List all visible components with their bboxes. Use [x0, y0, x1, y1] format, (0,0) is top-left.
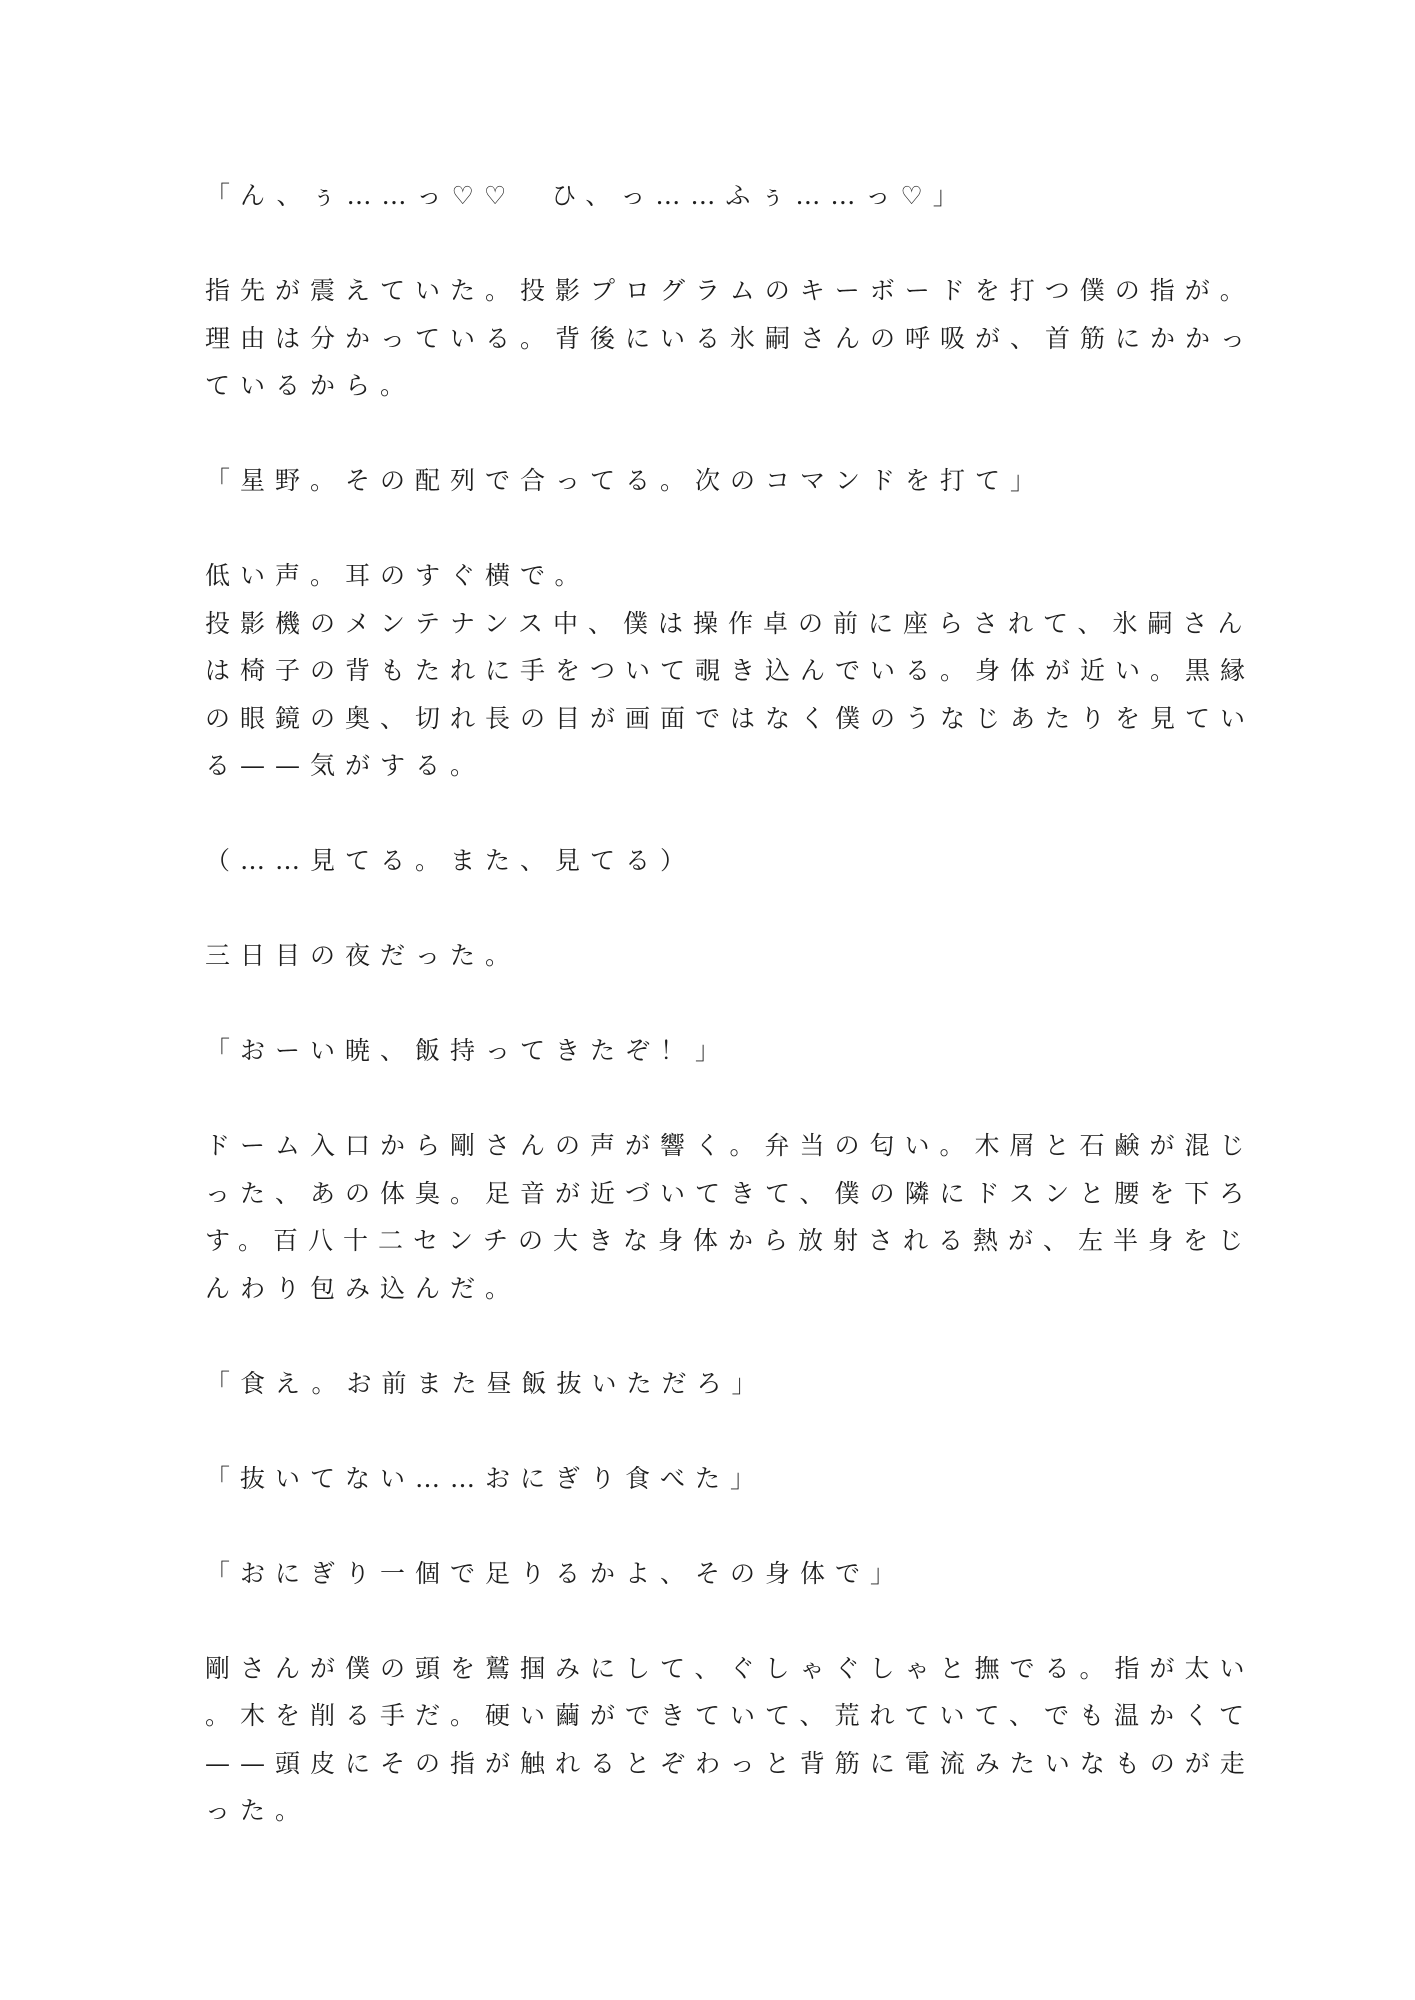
blank-line [205, 410, 1215, 458]
blank-line [205, 1407, 1215, 1455]
paragraph-line: 。木を削る手だ。硬い繭ができていて、荒れていて、でも温かくて [205, 1701, 1255, 1730]
blank-line [205, 1597, 1215, 1645]
paragraph-line: る——気がする。 [205, 751, 486, 780]
blank-line [205, 220, 1215, 268]
paragraph-line: 理由は分かっている。背後にいる氷嗣さんの呼吸が、首筋にかかっ [205, 323, 1256, 353]
paragraph-line: った、あの体臭。足音が近づいてきて、僕の隣にドスンと腰を下ろ [205, 1178, 1255, 1208]
paragraph-line: 低い声。耳のすぐ横で。 [205, 561, 590, 590]
paragraph-line: ているから。 [205, 371, 416, 400]
paragraph-line: 指先が震えていた。投影プログラムのキーボードを打つ僕の指が。 [205, 276, 1255, 305]
blank-line [205, 790, 1215, 838]
dialogue-line: 「おーい暁、飯持ってきたぞ！」 [205, 1036, 731, 1065]
dialogue-line: 「ん、ぅ……っ♡♡ ひ、っ……ふぅ……っ♡」 [205, 181, 968, 210]
paragraph-line: 剛さんが僕の頭を鷲掴みにして、ぐしゃぐしゃと撫でる。指が太い [205, 1653, 1255, 1683]
blank-line [205, 1502, 1215, 1550]
dialogue-line: 「星野。その配列で合ってる。次のコマンドを打て」 [205, 466, 1046, 495]
blank-line [205, 980, 1215, 1028]
paragraph-line: 三日目の夜だった。 [205, 941, 521, 970]
paragraph-line: んわり包み込んだ。 [205, 1273, 521, 1303]
paragraph-line: は椅子の背もたれに手をついて覗き込んでいる。身体が近い。黒縁 [205, 656, 1256, 685]
dialogue-line: 「抜いてない……おにぎり食べた」 [205, 1463, 766, 1493]
paragraph-line: ドーム入口から剛さんの声が響く。弁当の匂い。木屑と石鹸が混じ [205, 1131, 1255, 1160]
paragraph-line: す。百八十二センチの大きな身体から放射される熱が、左半身をじ [205, 1226, 1254, 1255]
blank-line [205, 1312, 1215, 1360]
blank-line [205, 1075, 1215, 1123]
paragraph-line: 投影機のメンテナンス中、僕は操作卓の前に座らされて、氷嗣さん [205, 608, 1253, 638]
paragraph-line: った。 [205, 1796, 311, 1825]
dialogue-line: 「おにぎり一個で足りるかよ、その身体で」 [205, 1558, 906, 1588]
paragraph-line: の眼鏡の奥、切れ長の目が画面ではなく僕のうなじあたりを見てい [205, 703, 1256, 733]
paragraph-line: ——頭皮にその指が触れるとぞわっと背筋に電流みたいなものが走 [205, 1748, 1255, 1778]
dialogue-line: 「食え。お前また昼飯抜いただろ」 [205, 1368, 767, 1398]
blank-line [205, 505, 1215, 553]
body-text [205, 172, 1256, 1835]
thought-line: （……見てる。また、見てる） [205, 846, 696, 875]
blank-line [205, 885, 1215, 933]
